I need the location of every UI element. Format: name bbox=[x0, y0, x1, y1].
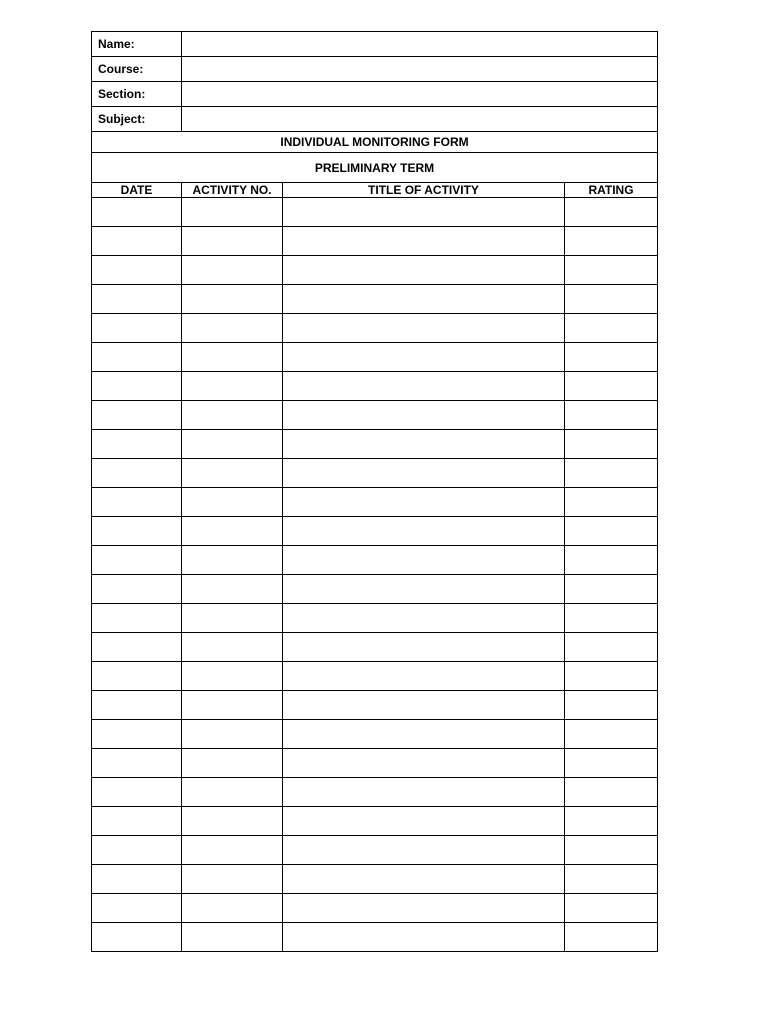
activity-no-cell[interactable] bbox=[182, 778, 283, 807]
title-cell[interactable] bbox=[283, 343, 565, 372]
date-cell[interactable] bbox=[92, 662, 182, 691]
table-row bbox=[92, 401, 658, 430]
name-field[interactable] bbox=[182, 32, 658, 57]
date-cell[interactable] bbox=[92, 749, 182, 778]
rating-cell[interactable] bbox=[565, 720, 658, 749]
activity-no-cell[interactable] bbox=[182, 865, 283, 894]
title-cell[interactable] bbox=[283, 778, 565, 807]
rating-cell[interactable] bbox=[565, 256, 658, 285]
activity-no-cell[interactable] bbox=[182, 662, 283, 691]
column-header-rating: RATING bbox=[565, 183, 658, 198]
rating-cell[interactable] bbox=[565, 227, 658, 256]
term-title: PRELIMINARY TERM bbox=[92, 153, 658, 183]
activity-no-cell[interactable] bbox=[182, 749, 283, 778]
date-cell[interactable] bbox=[92, 517, 182, 546]
activity-no-cell[interactable] bbox=[182, 372, 283, 401]
date-cell[interactable] bbox=[92, 807, 182, 836]
title-cell[interactable] bbox=[283, 256, 565, 285]
table-row bbox=[92, 807, 658, 836]
title-cell[interactable] bbox=[283, 691, 565, 720]
date-cell[interactable] bbox=[92, 604, 182, 633]
title-cell[interactable] bbox=[283, 836, 565, 865]
date-cell[interactable] bbox=[92, 256, 182, 285]
date-cell[interactable] bbox=[92, 575, 182, 604]
table-row bbox=[92, 575, 658, 604]
activity-no-cell[interactable] bbox=[182, 923, 283, 952]
table-row bbox=[92, 865, 658, 894]
activity-no-cell[interactable] bbox=[182, 894, 283, 923]
subject-row bbox=[92, 107, 658, 132]
title-cell[interactable] bbox=[283, 633, 565, 662]
table-row bbox=[92, 720, 658, 749]
name-row bbox=[92, 32, 658, 57]
date-cell[interactable] bbox=[92, 372, 182, 401]
rating-cell[interactable] bbox=[565, 836, 658, 865]
rating-cell[interactable] bbox=[565, 517, 658, 546]
date-cell[interactable] bbox=[92, 720, 182, 749]
date-cell[interactable] bbox=[92, 314, 182, 343]
table-row bbox=[92, 633, 658, 662]
rating-cell[interactable] bbox=[565, 198, 658, 227]
table-row bbox=[92, 691, 658, 720]
activity-no-cell[interactable] bbox=[182, 256, 283, 285]
table-row bbox=[92, 546, 658, 575]
title-cell[interactable] bbox=[283, 314, 565, 343]
date-cell[interactable] bbox=[92, 401, 182, 430]
table-row bbox=[92, 923, 658, 952]
activity-no-cell[interactable] bbox=[182, 546, 283, 575]
course-row bbox=[92, 57, 658, 82]
rating-cell[interactable] bbox=[565, 343, 658, 372]
date-cell[interactable] bbox=[92, 923, 182, 952]
activity-no-cell[interactable] bbox=[182, 488, 283, 517]
title-cell[interactable] bbox=[283, 865, 565, 894]
title-cell[interactable] bbox=[283, 807, 565, 836]
title-cell[interactable] bbox=[283, 285, 565, 314]
activity-no-cell[interactable] bbox=[182, 227, 283, 256]
date-cell[interactable] bbox=[92, 865, 182, 894]
monitoring-form-table bbox=[91, 31, 658, 952]
rating-cell[interactable] bbox=[565, 691, 658, 720]
title-cell[interactable] bbox=[283, 198, 565, 227]
rating-cell[interactable] bbox=[565, 430, 658, 459]
table-row bbox=[92, 227, 658, 256]
activity-no-cell[interactable] bbox=[182, 198, 283, 227]
rating-cell[interactable] bbox=[565, 662, 658, 691]
title-cell[interactable] bbox=[283, 749, 565, 778]
date-cell[interactable] bbox=[92, 343, 182, 372]
table-row bbox=[92, 517, 658, 546]
rating-cell[interactable] bbox=[565, 575, 658, 604]
form-title-row bbox=[92, 132, 658, 153]
table-row bbox=[92, 372, 658, 401]
rating-cell[interactable] bbox=[565, 807, 658, 836]
rating-cell[interactable] bbox=[565, 459, 658, 488]
section-label: Section: bbox=[92, 82, 182, 107]
rating-cell[interactable] bbox=[565, 285, 658, 314]
activity-no-cell[interactable] bbox=[182, 807, 283, 836]
course-label: Course: bbox=[92, 57, 182, 82]
rating-cell[interactable] bbox=[565, 488, 658, 517]
table-row bbox=[92, 604, 658, 633]
rating-cell[interactable] bbox=[565, 894, 658, 923]
date-cell[interactable] bbox=[92, 894, 182, 923]
table-row bbox=[92, 459, 658, 488]
title-cell[interactable] bbox=[283, 488, 565, 517]
rating-cell[interactable] bbox=[565, 865, 658, 894]
title-cell[interactable] bbox=[283, 604, 565, 633]
rating-cell[interactable] bbox=[565, 314, 658, 343]
activity-no-cell[interactable] bbox=[182, 343, 283, 372]
title-cell[interactable] bbox=[283, 720, 565, 749]
title-cell[interactable] bbox=[283, 546, 565, 575]
name-label: Name: bbox=[92, 32, 182, 57]
activity-no-cell[interactable] bbox=[182, 430, 283, 459]
table-row bbox=[92, 836, 658, 865]
table-row bbox=[92, 256, 658, 285]
column-header-row bbox=[92, 183, 658, 198]
course-field[interactable] bbox=[182, 57, 658, 82]
title-cell[interactable] bbox=[283, 517, 565, 546]
rating-cell[interactable] bbox=[565, 401, 658, 430]
date-cell[interactable] bbox=[92, 836, 182, 865]
section-row bbox=[92, 82, 658, 107]
rating-cell[interactable] bbox=[565, 546, 658, 575]
activity-no-cell[interactable] bbox=[182, 836, 283, 865]
term-row bbox=[92, 153, 658, 183]
rating-cell[interactable] bbox=[565, 778, 658, 807]
date-cell[interactable] bbox=[92, 459, 182, 488]
date-cell[interactable] bbox=[92, 198, 182, 227]
form-title: INDIVIDUAL MONITORING FORM bbox=[92, 132, 658, 153]
title-cell[interactable] bbox=[283, 430, 565, 459]
date-cell[interactable] bbox=[92, 778, 182, 807]
activity-no-cell[interactable] bbox=[182, 517, 283, 546]
date-cell[interactable] bbox=[92, 691, 182, 720]
section-field[interactable] bbox=[182, 82, 658, 107]
table-row bbox=[92, 778, 658, 807]
title-cell[interactable] bbox=[283, 459, 565, 488]
title-cell[interactable] bbox=[283, 227, 565, 256]
table-row bbox=[92, 343, 658, 372]
table-row bbox=[92, 430, 658, 459]
table-row bbox=[92, 894, 658, 923]
column-header-activity-no: ACTIVITY NO. bbox=[182, 183, 283, 198]
date-cell[interactable] bbox=[92, 227, 182, 256]
rating-cell[interactable] bbox=[565, 372, 658, 401]
subject-label: Subject: bbox=[92, 107, 182, 132]
table-row bbox=[92, 662, 658, 691]
title-cell[interactable] bbox=[283, 923, 565, 952]
table-row bbox=[92, 285, 658, 314]
rating-cell[interactable] bbox=[565, 749, 658, 778]
date-cell[interactable] bbox=[92, 546, 182, 575]
table-row bbox=[92, 749, 658, 778]
column-header-title: TITLE OF ACTIVITY bbox=[283, 183, 565, 198]
subject-field[interactable] bbox=[182, 107, 658, 132]
rating-cell[interactable] bbox=[565, 923, 658, 952]
date-cell[interactable] bbox=[92, 430, 182, 459]
table-row bbox=[92, 198, 658, 227]
date-cell[interactable] bbox=[92, 285, 182, 314]
date-cell[interactable] bbox=[92, 488, 182, 517]
title-cell[interactable] bbox=[283, 662, 565, 691]
title-cell[interactable] bbox=[283, 372, 565, 401]
column-header-date: DATE bbox=[92, 183, 182, 198]
activity-no-cell[interactable] bbox=[182, 691, 283, 720]
table-row bbox=[92, 488, 658, 517]
activity-no-cell[interactable] bbox=[182, 459, 283, 488]
activity-no-cell[interactable] bbox=[182, 285, 283, 314]
title-cell[interactable] bbox=[283, 575, 565, 604]
title-cell[interactable] bbox=[283, 894, 565, 923]
activity-no-cell[interactable] bbox=[182, 720, 283, 749]
rating-cell[interactable] bbox=[565, 604, 658, 633]
activity-no-cell[interactable] bbox=[182, 401, 283, 430]
title-cell[interactable] bbox=[283, 401, 565, 430]
date-cell[interactable] bbox=[92, 633, 182, 662]
activity-no-cell[interactable] bbox=[182, 575, 283, 604]
activity-no-cell[interactable] bbox=[182, 633, 283, 662]
activity-no-cell[interactable] bbox=[182, 604, 283, 633]
activity-no-cell[interactable] bbox=[182, 314, 283, 343]
table-row bbox=[92, 314, 658, 343]
rating-cell[interactable] bbox=[565, 633, 658, 662]
